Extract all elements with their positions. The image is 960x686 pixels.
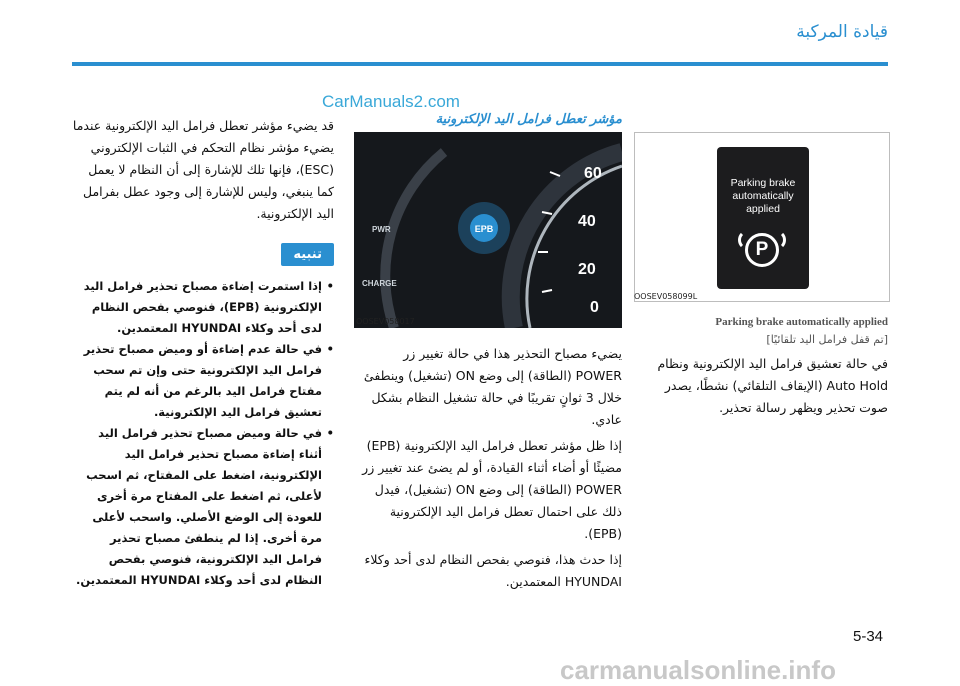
caution-item: • في حالة عدم إضاءة أو وميض مصباح تحذير فرامل اليد الإلكترونية حتى وإن تم سحب مفتاح فرامل اليد بالرغم من أنه لم يتم تعشيق فرامل اليد الإلكترونية. (72, 339, 334, 423)
caution-item: • إذا استمرت إضاءة مصباح تحذير فرامل اليد الإلكترونية (EPB)، فنوصي بفحص النظام لدى أحد وكلاء HYUNDAI المعتمدين. (72, 276, 334, 339)
caption-arabic: [تم قفل فرامل اليد تلقائيًا] (766, 333, 888, 346)
caution-badge: تنبيه (281, 243, 334, 266)
figure-caption-right: OOSEV058099L (634, 292, 698, 301)
body-paragraph: إذا ظل مؤشر تعطل فرامل اليد الإلكترونية (EPB) مضيئًا أو أضاء أثناء القيادة، أو لم يضئ عند تغيير زر POWER (الطاقة) إلى وضع ON (تشغيل)، فيدل ذلك على احتمال تعطل فرامل اليد الإلكترونية (EPB). (362, 438, 622, 541)
caution-list (72, 276, 334, 591)
body-paragraph: يضيء مصباح التحذير هذا في حالة تغيير زر POWER (الطاقة) إلى وضع ON (تشغيل) وينطفئ خلال 3 ثوانٍ تقريبًا في حالة تشغيل النظام بشكل عادي. (363, 346, 622, 427)
body-paragraph: في حالة تعشيق فرامل اليد الإلكترونية ونظام Auto Hold (الإيقاف التلقائي) نشطًا، يصدر صوت تحذير ويظهر رسالة تحذير. (657, 356, 888, 415)
instrument-cluster-illustration (354, 132, 622, 328)
right-text (634, 313, 888, 419)
caption-english: Parking brake automatically applied (715, 316, 888, 328)
intro-paragraph: قد يضيء مؤشر تعطل فرامل اليد الإلكترونية عندما يضيء مؤشر نظام التحكم في الثبات الإلكتروني (ESC)، فإنها تلك للإشارة إلى أن النظام لا يعمل كما ينبغي، وليس للإشارة إلى وجود عطل بفرامل اليد الإلكترونية. (72, 118, 334, 221)
parking-brake-icon: P (745, 233, 779, 267)
caution-item: • في حالة وميض مصباح تحذير فرامل اليد أثناء إضاءة مصباح تحذير فرامل اليد الإلكترونية، اضغط على المفتاح، ثم اسحب لأعلى، ثم اضغط على المفتاح مرة أخرى للعودة إلى الوضع الأصلي. واسحب لأعلى مرة أخرى. إذا لم ينطفئ مصباح تحذير فرامل اليد الإلكترونية، فنوصي بفحص النظام لدى أحد وكلاء HYUNDAI المعتمدين. (72, 423, 334, 591)
section-heading: مؤشر تعطل فرامل اليد الإلكترونية (435, 112, 622, 127)
speed-tick-label: 20 (578, 261, 596, 278)
speed-tick-label: 60 (584, 165, 602, 182)
body-paragraph: إذا حدث هذا، فنوصي بفحص النظام لدى أحد وكلاء HYUNDAI المعتمدين. (364, 552, 622, 589)
middle-text (354, 343, 622, 597)
cluster-figure (354, 132, 622, 328)
header-rule (72, 62, 888, 66)
page-number: 5-34 (853, 628, 884, 645)
watermark[interactable]: CarManuals2.com (322, 92, 460, 111)
epb-badge-label: EPB (474, 224, 494, 234)
charge-label: CHARGE (362, 279, 397, 288)
speed-tick-label: 40 (578, 213, 596, 230)
panel-message: Parking brake automatically applied (730, 177, 796, 215)
left-column (72, 115, 334, 591)
pwr-label: PWR (372, 225, 391, 234)
section-title: قيادة المركبة (796, 22, 888, 42)
parking-brake-figure (634, 132, 890, 302)
figure-caption-mid: OOSEV058017 (356, 317, 415, 326)
cluster-message-panel (717, 147, 809, 289)
speed-tick-label: 0 (590, 299, 599, 316)
watermark-bottom[interactable]: carmanualsonline.info (560, 655, 836, 685)
